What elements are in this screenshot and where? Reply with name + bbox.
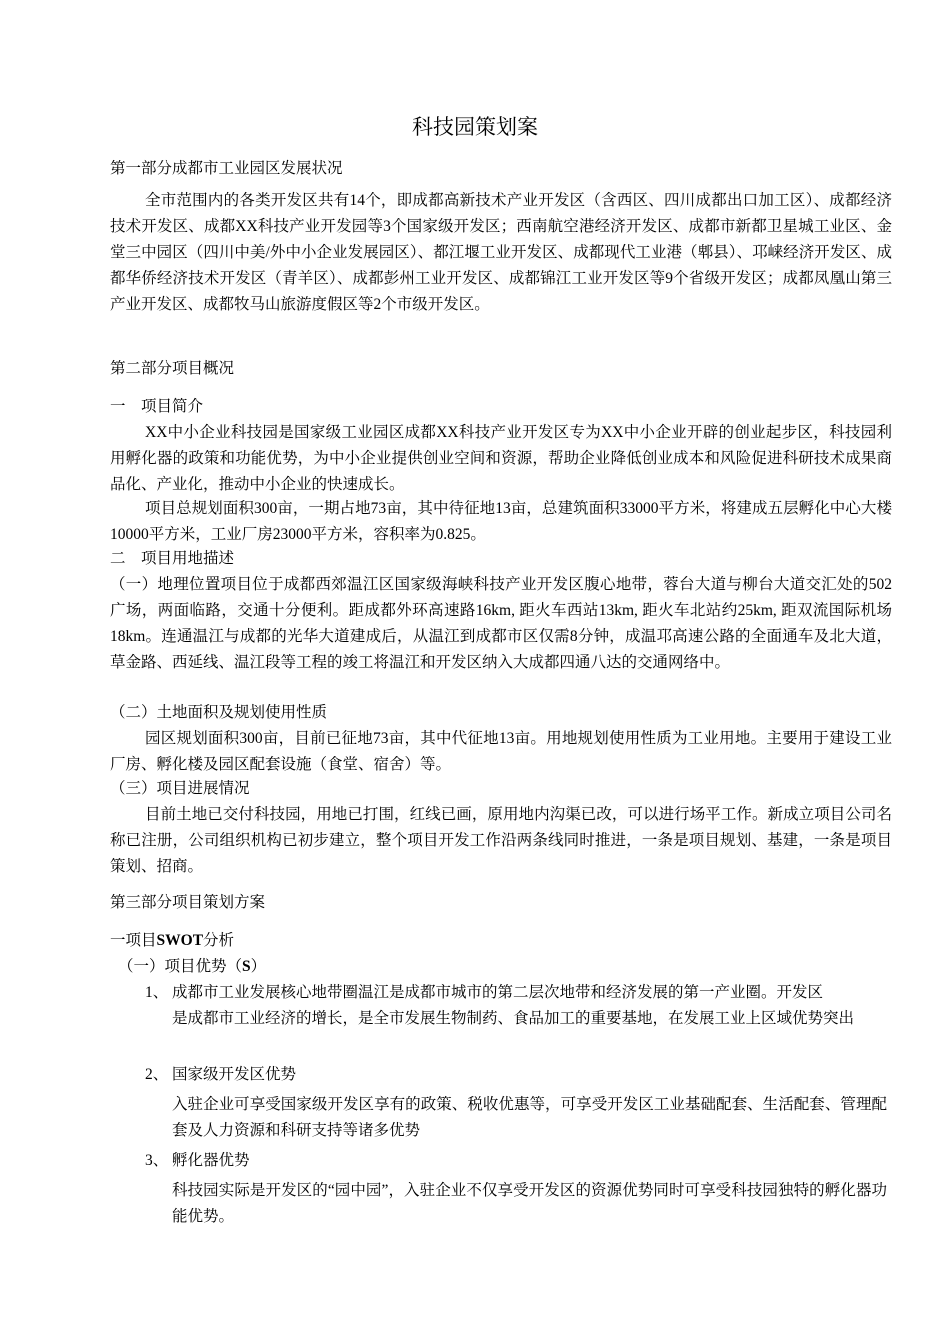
strength-item-2-number: 2、 <box>145 1066 169 1083</box>
land-area-heading: （二）土地面积及规划使用性质 <box>110 704 328 721</box>
strength-heading-prefix: （一）项目优势（ <box>118 958 243 975</box>
strength-item-3-title: 孵化器优势 <box>172 1152 250 1169</box>
strength-item-1-body: 是成都市工业经济的增长，是全市发展生物制药、食品加工的重要基地，在发展工业上区域优势突出 <box>172 1010 855 1027</box>
progress-heading: （三）项目进展情况 <box>110 780 250 797</box>
swot-heading <box>110 928 892 954</box>
part1-heading: 第一部分成都市工业园区发展状况 <box>110 160 343 177</box>
strength-item-3-body: 科技园实际是开发区的“园中园”，入驻企业不仅享受开发区的资源优势同时可享受科技园独特的孵化器功能优势。 <box>172 1182 887 1225</box>
part1-paragraph: 全市范围内的各类开发区共有14个，即成都高新技术产业开发区（含西区、四川成都出口加工区）、成都经济技术开发区、成都XX科技产业开发园等3个国家级开发区；西南航空港经济开发区、成都市新都卫星城工业区、金堂三中园区（四川中美/外中小企业发展园区）、都江堰工业开发区、成都现代工业港（郫县）、邛崃经济开发区、成都华侨经济技术开发区（青羊区）、成都彭州工业开发区、成都锦江工业开发区等9个省级开发区；成都凤凰山第三产业开发区、成都牧马山旅游度假区等2个市级开发区。 <box>110 192 892 313</box>
strength-item-1-number: 1、 <box>145 984 169 1001</box>
strength-item-3-number: 3、 <box>145 1152 169 1169</box>
section1-heading: 一 项目简介 <box>110 398 204 415</box>
strength-item-2-title: 国家级开发区优势 <box>172 1066 297 1083</box>
section1-paragraph-1: XX中小企业科技园是国家级工业园区成都XX科技产业开发区专为XX中小企业开辟的创业起步区，科技园利用孵化器的政策和功能优势，为中小企业提供创业空间和资源，帮助企业降低创业成本和风险促进科研技术成果商品化、产业化，推动中小企业的快速成长。 <box>110 424 892 493</box>
strength-item-1-title: 成都市工业发展核心地带圈温江是成都市城市的第二层次地带和经济发展的第一产业圈。开发区 <box>172 984 824 1001</box>
document-title: 科技园策划案 <box>412 115 538 139</box>
swot-heading-bold: SWOT <box>156 932 204 949</box>
swot-heading-suffix: 分析 <box>203 932 235 949</box>
strength-heading-suffix: ） <box>250 958 267 975</box>
swot-heading-prefix: 一项目 <box>110 932 157 949</box>
strength-heading <box>118 954 900 980</box>
section1-paragraph-2: 项目总规划面积300亩，一期占地73亩，其中待征地13亩，总建筑面积33000平方米，将建成五层孵化中心大楼10000平方米，工业厂房23000平方米，容积率为0.825。 <box>110 500 892 543</box>
strength-item-2-body: 入驻企业可享受国家级开发区享有的政策、税收优惠等，可享受开发区工业基础配套、生活配套、管理配套及人力资源和科研支持等诸多优势 <box>172 1096 887 1139</box>
progress-paragraph: 目前土地已交付科技园，用地已打围，红线已画，原用地内沟渠已改，可以进行场平工作。新成立项目公司名称已注册，公司组织机构已初步建立，整个项目开发工作沿两条线同时推进，一条是项目规划、基建，一条是项目策划、招商。 <box>110 806 892 875</box>
strength-heading-bold: S <box>242 958 251 975</box>
part2-heading: 第二部分项目概况 <box>110 360 235 377</box>
section2-heading: 二 项目用地描述 <box>110 550 235 567</box>
land-area-paragraph: 园区规划面积300亩，目前已征地73亩，其中代征地13亩。用地规划使用性质为工业用地。主要用于建设工业厂房、孵化楼及园区配套设施（食堂、宿舍）等。 <box>110 730 892 773</box>
part3-heading: 第三部分项目策划方案 <box>110 894 266 911</box>
section2-location-paragraph: （一）地理位置项目位于成都西郊温江区国家级海峡科技产业开发区腹心地带，蓉台大道与柳台大道交汇处的502广场，两面临路，交通十分便利。距成都外环高速路16km, 距火车西站13km, 距火车北站约25km, 距双流国际机场18km。连通温江与成都的光华大道建成后，从温江到成都市区仅需8分钟，成温邛高速公路的全面通车及北大道，草金路、西延线、温江段等工程的竣工将温江和开发区纳入大成都四通八达的交通网络中。 <box>110 576 892 671</box>
